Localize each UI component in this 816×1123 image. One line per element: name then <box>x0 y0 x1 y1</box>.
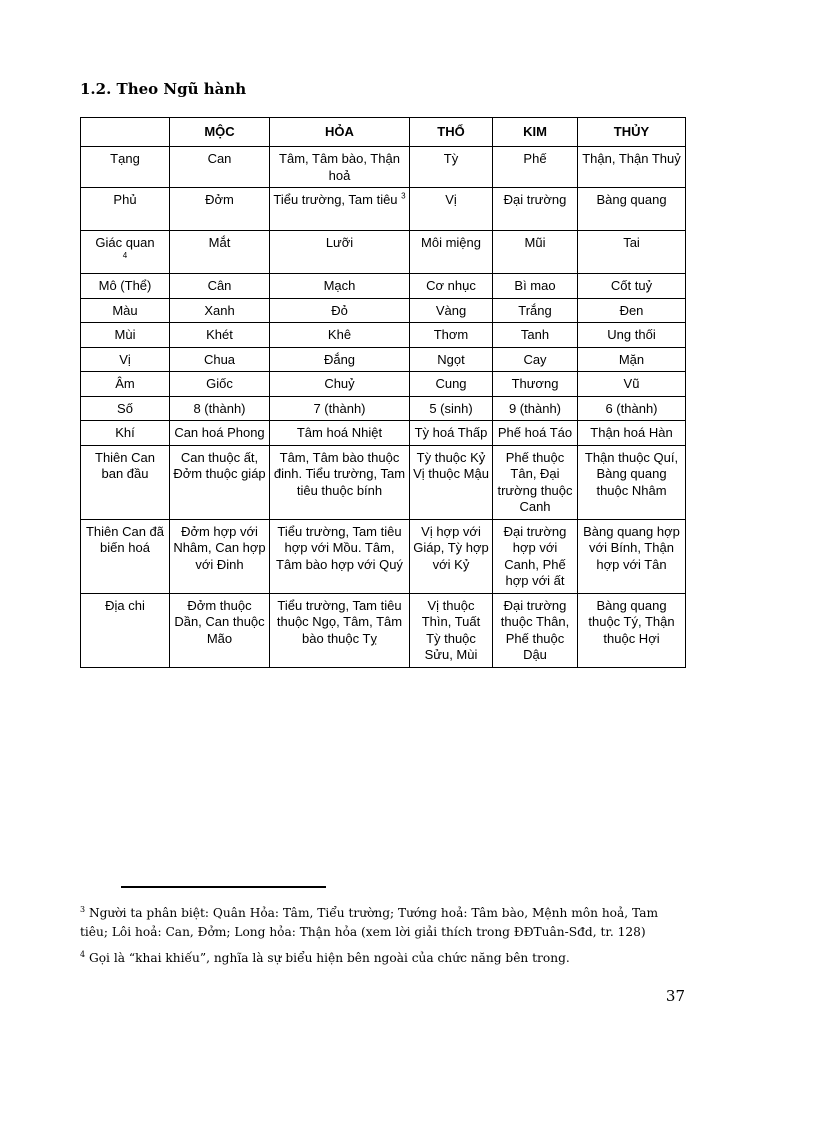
table-cell: 6 (thành) <box>578 396 686 421</box>
table-cell: Đen <box>578 298 686 323</box>
table-cell: 7 (thành) <box>270 396 410 421</box>
table-cell: 9 (thành) <box>493 396 578 421</box>
footnote <box>80 949 686 968</box>
row-label-text: Giác quan <box>95 235 155 250</box>
table-cell: Tâm hoá Nhiệt <box>270 421 410 446</box>
table-cell: Ngọt <box>410 347 493 372</box>
row-label: Địa chi <box>81 593 170 667</box>
table-cell: Vị thuộc Thìn, Tuất Tỳ thuộc Sửu, Mùi <box>410 593 493 667</box>
table-row <box>81 231 686 274</box>
table-cell: Thơm <box>410 323 493 348</box>
table-cell: Tiểu trường, Tam tiêu hợp với Mồu. Tâm, Tâm bào hợp với Quý <box>270 519 410 593</box>
footnotes <box>80 904 686 975</box>
table-cell: Chuỷ <box>270 372 410 397</box>
footnote-text: Người ta phân biệt: Quân Hỏa: Tâm, Tiểu trường; Tướng hoả: Tâm bào, Mệnh môn hoả, Tam tiêu; Lôi hoả: Can, Đởm; Long hỏa: Thận hỏa (xem lời giải thích trong ĐĐTuân-Sđd, tr. 128) <box>80 906 659 939</box>
table-cell: Đại trường hợp với Canh, Phế hợp với ất <box>493 519 578 593</box>
table-cell: Đại trường thuộc Thân, Phế thuộc Dậu <box>493 593 578 667</box>
table-cell: Thận hoá Hàn <box>578 421 686 446</box>
table-cell: Khê <box>270 323 410 348</box>
row-label: Khí <box>81 421 170 446</box>
table-cell: Phế hoá Táo <box>493 421 578 446</box>
table-row <box>81 396 686 421</box>
table-cell: Đởm hợp với Nhâm, Can hợp với Đinh <box>170 519 270 593</box>
table-cell: Can hoá Phong <box>170 421 270 446</box>
table-cell: Phế <box>493 147 578 188</box>
cell-text: Tiểu trường, Tam tiêu <box>273 192 398 207</box>
header-moc: MỘC <box>170 118 270 147</box>
table-cell: 8 (thành) <box>170 396 270 421</box>
five-elements-table <box>80 117 686 668</box>
section-heading: 1.2. Theo Ngũ hành <box>80 80 247 98</box>
row-label: Màu <box>81 298 170 323</box>
table-cell: Tâm, Tâm bào, Thận hoả <box>270 147 410 188</box>
table-cell: Giốc <box>170 372 270 397</box>
table-row <box>81 519 686 593</box>
table-row <box>81 274 686 299</box>
table-cell: Can <box>170 147 270 188</box>
table-cell: Đắng <box>270 347 410 372</box>
row-label: Số <box>81 396 170 421</box>
table-cell: Mắt <box>170 231 270 274</box>
footnote-marker: 4 <box>122 250 128 260</box>
footnote-text: Gọi là “khai khiếu”, nghĩa là sự biểu hiện bên ngoài của chức năng bên trong. <box>88 951 570 965</box>
table-cell: Tỳ <box>410 147 493 188</box>
footnote-separator <box>121 886 326 888</box>
table-cell: Khét <box>170 323 270 348</box>
footnote-marker: 3 <box>401 191 406 201</box>
table-cell <box>270 188 410 231</box>
table-cell: Bàng quang thuộc Tý, Thận thuộc Hợi <box>578 593 686 667</box>
table-cell: Tiểu trường, Tam tiêu thuộc Ngọ, Tâm, Tâm bào thuộc Tỵ <box>270 593 410 667</box>
table-row <box>81 147 686 188</box>
table-cell: Bàng quang <box>578 188 686 231</box>
table-cell: Cay <box>493 347 578 372</box>
table-row <box>81 421 686 446</box>
table-row <box>81 347 686 372</box>
table-cell: Tỳ hoá Thấp <box>410 421 493 446</box>
table-cell: Đỏ <box>270 298 410 323</box>
table-cell: Đởm <box>170 188 270 231</box>
table-cell: Ung thối <box>578 323 686 348</box>
row-label: Tạng <box>81 147 170 188</box>
table-cell: Thận, Thận Thuỷ <box>578 147 686 188</box>
table-cell: Cung <box>410 372 493 397</box>
table-cell: Thương <box>493 372 578 397</box>
table-cell: Mặn <box>578 347 686 372</box>
row-label <box>81 231 170 274</box>
table-cell: Chua <box>170 347 270 372</box>
header-kim: KIM <box>493 118 578 147</box>
table-cell: Lưỡi <box>270 231 410 274</box>
row-label: Âm <box>81 372 170 397</box>
header-hoa: HỎA <box>270 118 410 147</box>
table-row <box>81 323 686 348</box>
table-header-row <box>81 118 686 147</box>
footnote <box>80 904 686 942</box>
table-cell: Mạch <box>270 274 410 299</box>
table-cell: 5 (sinh) <box>410 396 493 421</box>
row-label: Thiên Can đã biến hoá <box>81 519 170 593</box>
header-thuy: THỦY <box>578 118 686 147</box>
table-cell: Mũi <box>493 231 578 274</box>
table-row <box>81 593 686 667</box>
header-empty <box>81 118 170 147</box>
table-cell: Xanh <box>170 298 270 323</box>
table-cell: Thận thuộc Quí, Bàng quang thuộc Nhâm <box>578 445 686 519</box>
row-label: Vị <box>81 347 170 372</box>
row-label: Mô (Thể) <box>81 274 170 299</box>
table-row <box>81 445 686 519</box>
table-cell: Vị hợp với Giáp, Tỳ hợp với Kỷ <box>410 519 493 593</box>
table-row <box>81 372 686 397</box>
row-label: Thiên Can ban đầu <box>81 445 170 519</box>
page-number: 37 <box>665 987 685 1005</box>
table-cell: Tâm, Tâm bào thuộc đinh. Tiểu trường, Tam tiêu thuộc bính <box>270 445 410 519</box>
row-label: Phủ <box>81 188 170 231</box>
table-cell: Tỳ thuộc Kỷ Vị thuộc Mậu <box>410 445 493 519</box>
table-cell: Vũ <box>578 372 686 397</box>
table-cell: Cân <box>170 274 270 299</box>
table-row <box>81 188 686 231</box>
table-cell: Bì mao <box>493 274 578 299</box>
table-cell: Cốt tuỷ <box>578 274 686 299</box>
table-cell: Trắng <box>493 298 578 323</box>
row-label: Mùi <box>81 323 170 348</box>
table-row <box>81 298 686 323</box>
table-cell: Vàng <box>410 298 493 323</box>
table-cell: Cơ nhục <box>410 274 493 299</box>
table-cell: Tanh <box>493 323 578 348</box>
table-cell: Can thuộc ất, Đởm thuộc giáp <box>170 445 270 519</box>
table-cell: Đởm thuộc Dần, Can thuộc Mão <box>170 593 270 667</box>
table-cell: Đại trường <box>493 188 578 231</box>
table-cell: Bàng quang hợp với Bính, Thận hợp với Tân <box>578 519 686 593</box>
table-cell: Tai <box>578 231 686 274</box>
footnote-number: 3 <box>80 904 86 914</box>
header-tho: THỔ <box>410 118 493 147</box>
table-cell: Môi miệng <box>410 231 493 274</box>
table-cell: Phế thuộc Tân, Đại trường thuộc Canh <box>493 445 578 519</box>
table-cell: Vị <box>410 188 493 231</box>
footnote-number: 4 <box>80 949 86 959</box>
